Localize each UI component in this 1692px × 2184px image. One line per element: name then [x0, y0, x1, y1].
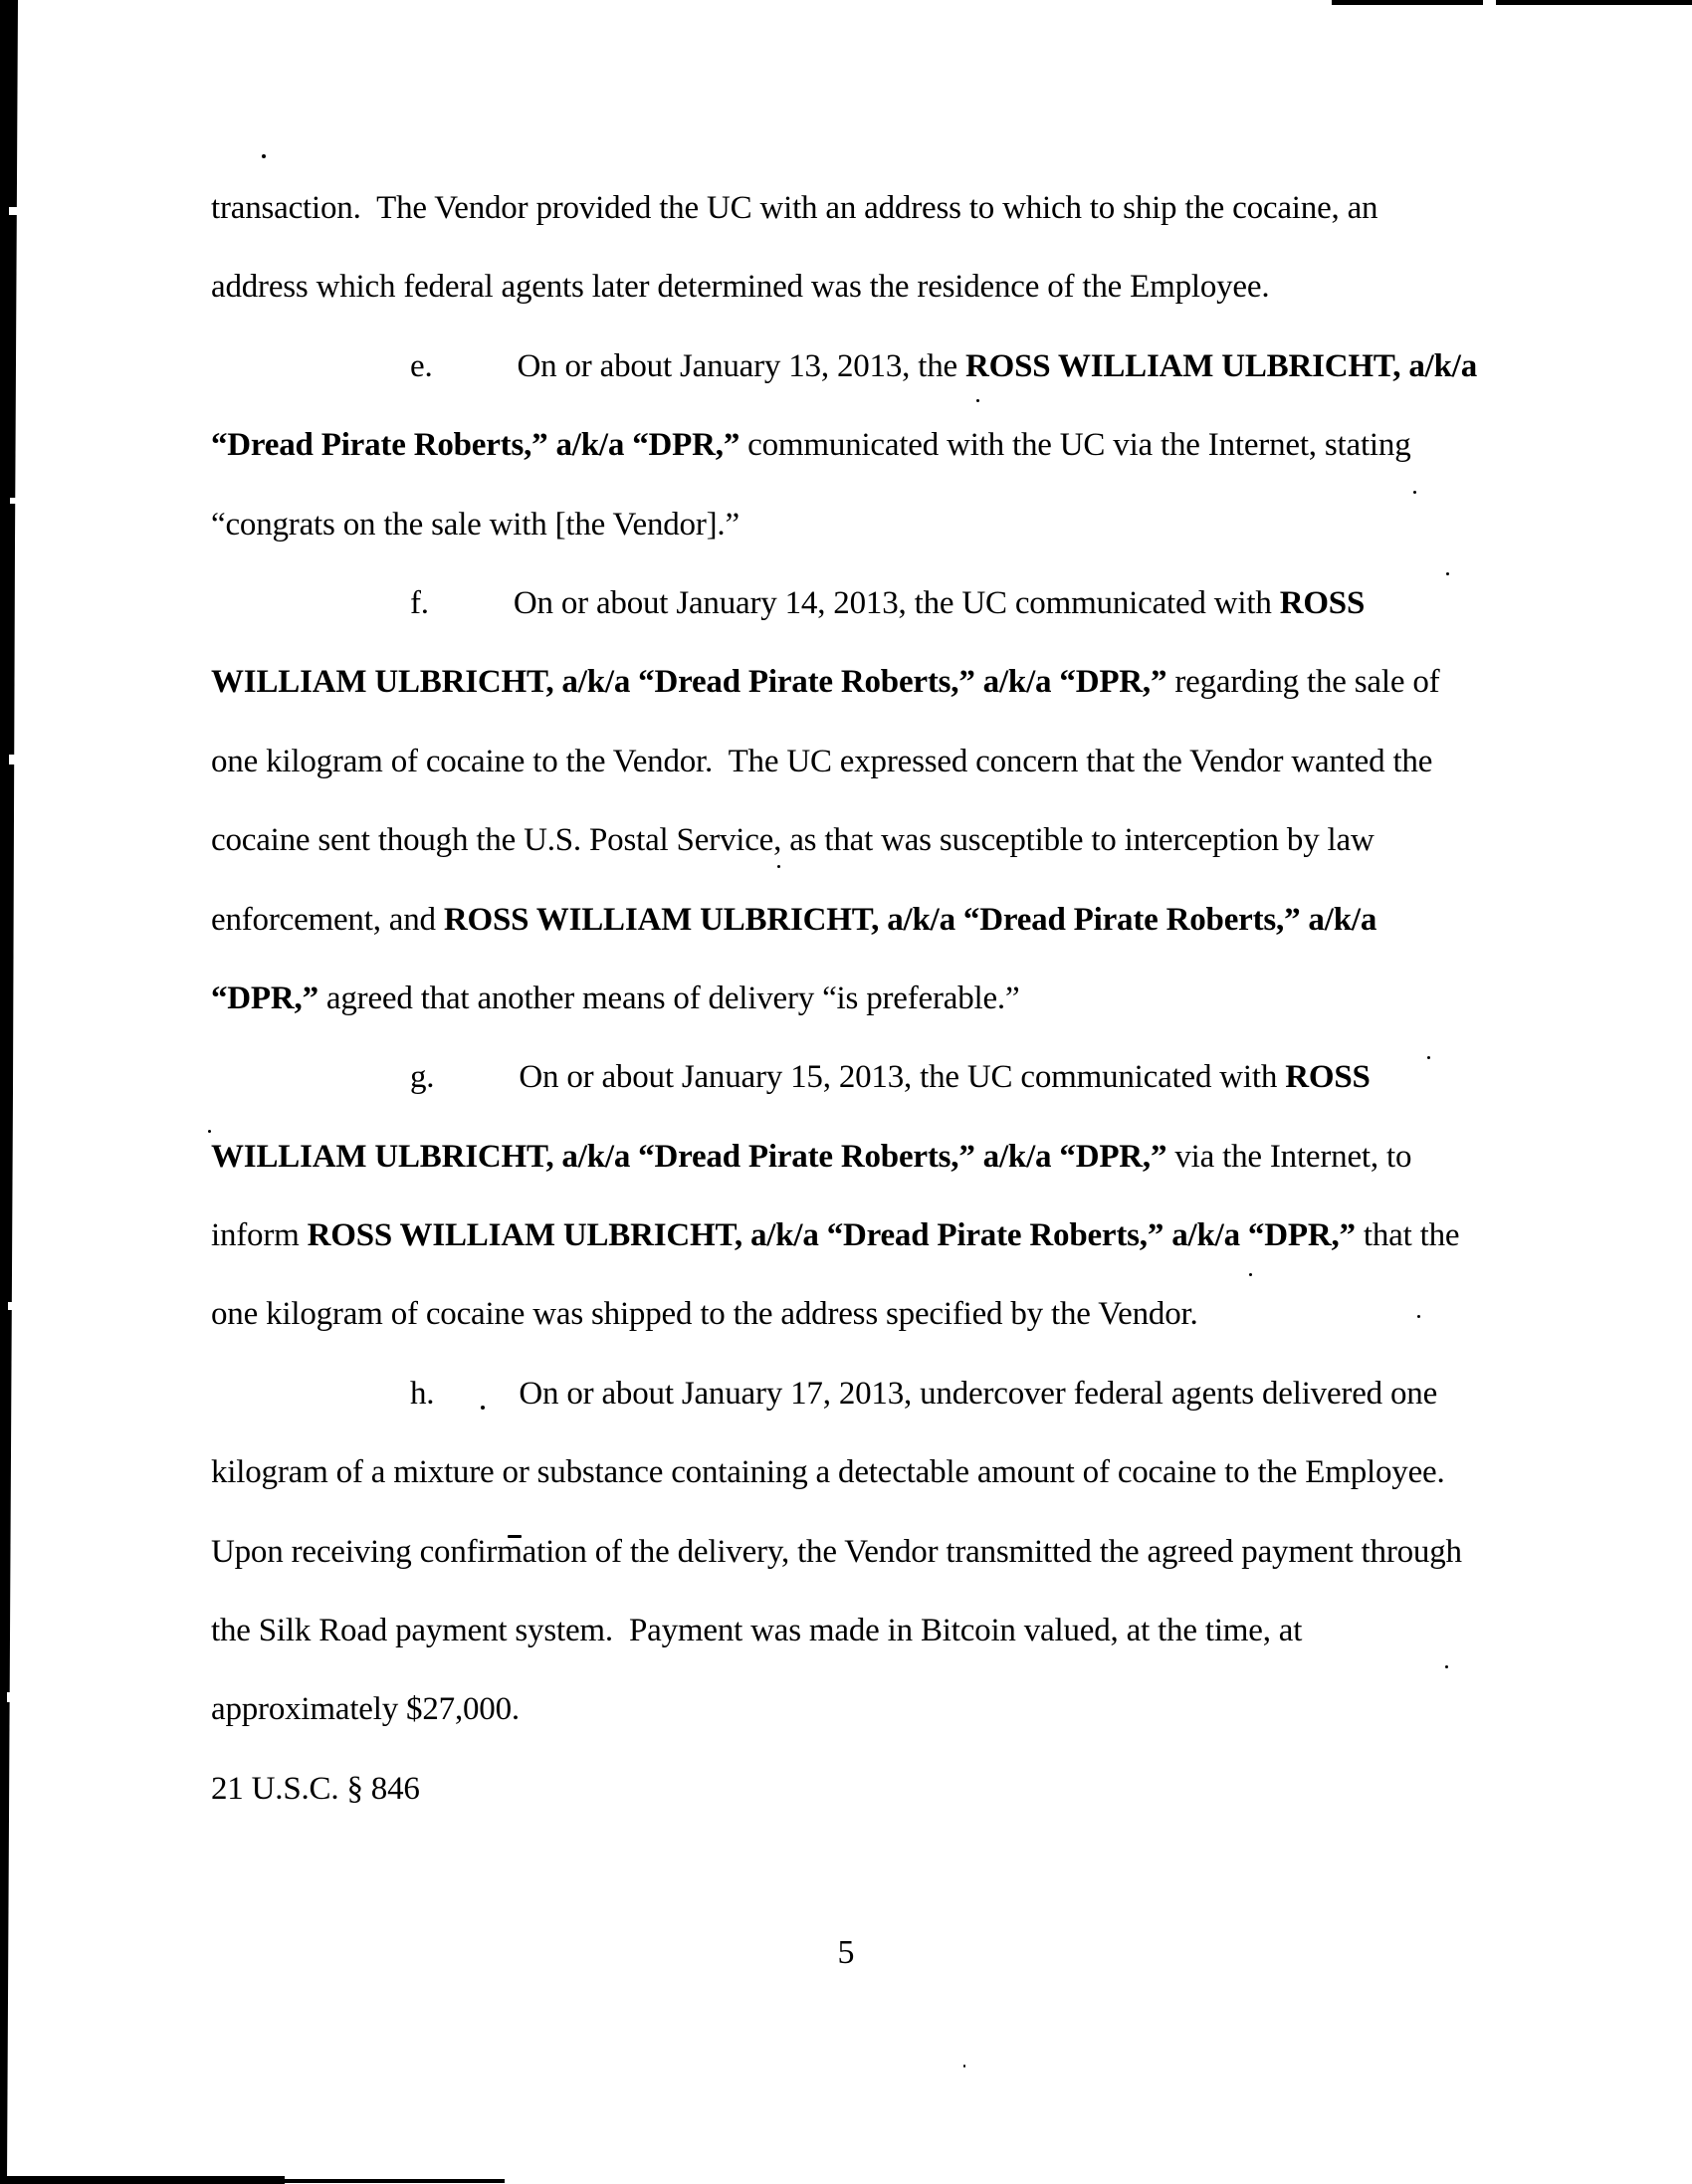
text-line [211, 564, 1505, 643]
scan-edge-bottom [0, 2176, 285, 2184]
text-run: one kilogram of cocaine to the Vendor. The UC expressed concern that the Vendor wanted the [211, 743, 1433, 779]
bold-text-run: WILLIAM ULBRICHT, a/k/a “Dread Pirate Roberts,” a/k/a “DPR,” [211, 1138, 1167, 1175]
text-line [211, 1513, 1505, 1592]
paragraph-item-e [211, 328, 1505, 564]
tab-space [211, 375, 410, 376]
text-run: communicated with the UC via the Internet, stating [740, 427, 1411, 464]
text-run: transaction. The Vendor provided the UC with an address to which to ship the cocaine, an [211, 190, 1378, 226]
tab-space [211, 1403, 410, 1404]
scan-edge-notch [10, 498, 20, 504]
bold-text-run: ROSS [1279, 584, 1366, 621]
tab-space [211, 612, 410, 613]
bold-text-run: WILLIAM ULBRICHT, a/k/a “Dread Pirate Roberts,” a/k/a “DPR,” [211, 664, 1167, 701]
text-run: one kilogram of cocaine was shipped to the address specified by the Vendor. [211, 1296, 1198, 1333]
text-run: On or about January 17, 2013, undercover federal agents delivered one [519, 1375, 1438, 1412]
text-line [211, 1670, 1505, 1749]
scan-edge-left [0, 0, 20, 2184]
paragraph-item-g [211, 1038, 1505, 1355]
text-line [211, 1038, 1505, 1117]
paragraph-item-h [211, 1355, 1505, 1750]
tab-space [434, 1086, 519, 1087]
text-line [211, 248, 1505, 327]
text-line [211, 328, 1505, 406]
text-run: h. [410, 1375, 435, 1412]
text-run: regarding the sale of [1166, 664, 1440, 701]
document-text [211, 169, 1505, 1829]
text-line [211, 1118, 1505, 1197]
scan-edge-notch [9, 207, 20, 215]
bold-text-run: ROSS WILLIAM ULBRICHT, a/k/a [965, 347, 1478, 384]
text-line [211, 406, 1505, 485]
text-line [211, 1592, 1505, 1670]
tab-space [433, 375, 518, 376]
text-line [211, 881, 1505, 960]
scan-edge-notch [8, 1302, 20, 1310]
text-line [211, 1197, 1505, 1275]
text-line [211, 1275, 1505, 1354]
text-run: “congrats on the sale with [the Vendor].” [211, 506, 740, 543]
scan-edge-bottom-thin [282, 2179, 505, 2183]
text-run: e. [410, 347, 433, 384]
text-line [211, 643, 1505, 722]
page-number: 5 [837, 1934, 855, 1971]
bold-text-run: ROSS [1285, 1059, 1371, 1096]
text-run: address which federal agents later determined was the residence of the Employee. [211, 269, 1270, 306]
paragraph-continuation [211, 169, 1505, 328]
text-run: g. [410, 1059, 435, 1096]
text-run: kilogram of a mixture or substance containing a detectable amount of cocaine to the Employee. [211, 1454, 1445, 1491]
text-run: On or about January 13, 2013, the [517, 347, 966, 384]
text-run: f. [410, 584, 429, 621]
text-run: Upon receiving confirmation of the delivery, the Vendor transmitted the agreed payment through [211, 1533, 1462, 1570]
scan-edge-top-notch [1483, 0, 1496, 5]
text-run: that the [1355, 1217, 1460, 1254]
text-line [211, 1433, 1505, 1512]
text-run: enforcement, and [211, 901, 444, 938]
text-run: On or about January 14, 2013, the UC communicated with [513, 584, 1280, 621]
statute-citation [211, 1750, 1505, 1829]
tab-space [211, 1086, 410, 1087]
bold-text-run: ROSS WILLIAM ULBRICHT, a/k/a “Dread Pirate Roberts,” a/k/a [443, 901, 1377, 938]
text-run: cocaine sent though the U.S. Postal Service, as that was susceptible to interception by law [211, 822, 1375, 859]
text-line [211, 169, 1505, 248]
text-line [211, 1750, 1505, 1829]
text-line [211, 723, 1505, 801]
text-run: agreed that another means of delivery “is preferable.” [317, 980, 1020, 1016]
bold-text-run: “Dread Pirate Roberts,” a/k/a “DPR,” [211, 427, 740, 464]
text-run: the Silk Road payment system. Payment was made in Bitcoin valued, at the time, at [211, 1613, 1303, 1649]
tab-space [429, 612, 514, 613]
text-line [211, 960, 1505, 1038]
text-line [211, 801, 1505, 880]
scan-edge-top [1332, 0, 1692, 5]
text-line [211, 486, 1505, 564]
paragraph-item-f [211, 564, 1505, 1038]
tab-space [434, 1403, 519, 1404]
speck [262, 154, 266, 158]
scan-edge-notch [9, 755, 20, 764]
scan-edge-notch [7, 1692, 20, 1702]
text-run: via the Internet, to [1166, 1138, 1412, 1175]
text-run: inform [211, 1217, 308, 1254]
speck [963, 2065, 965, 2068]
text-run: 21 U.S.C. § 846 [211, 1770, 420, 1807]
bold-text-run: ROSS WILLIAM ULBRICHT, a/k/a “Dread Pirate Roberts,” a/k/a “DPR,” [307, 1217, 1356, 1254]
text-run: approximately $27,000. [211, 1691, 520, 1728]
text-run: On or about January 15, 2013, the UC communicated with [519, 1059, 1286, 1096]
bold-text-run: “DPR,” [211, 980, 318, 1016]
text-line [211, 1355, 1505, 1433]
